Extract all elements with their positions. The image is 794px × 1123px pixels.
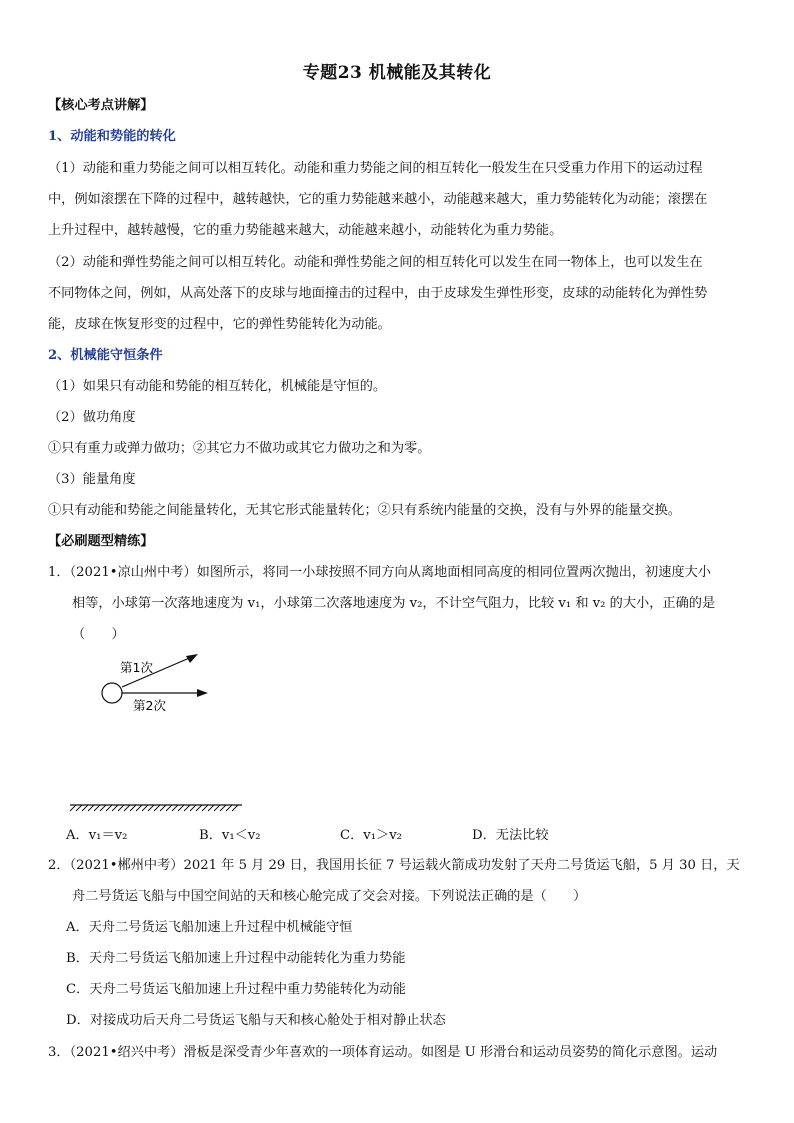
paragraph-line: （2）做功角度 [48,410,136,425]
option-b[interactable]: B．天舟二号货运飞船加速上升过程中动能转化为重力势能 [66,951,406,966]
paragraph-line: （2）动能和弹性势能之间可以相互转化。动能和弹性势能之间的相互转化可以发生在同一物体上，也可以发生在 [48,255,703,270]
paragraph-line: （1）如果只有动能和势能的相互转化，机械能是守恒的。 [48,379,387,394]
paragraph-line: 不同物体之间，例如，从高处落下的皮球与地面撞击的过程中，由于皮球发生弹性形变，皮球的动能转化为弹性势 [48,286,708,301]
q1-figure [60,650,320,830]
option-c[interactable]: C．v₁＞v₂ [340,828,402,843]
fig-label-2: 第2次 [133,698,166,713]
paragraph-line: （1）动能和重力势能之间可以相互转化。动能和重力势能之间的相互转化一般发生在只受重力作用下的运动过程 [48,161,703,176]
paragraph-line: ①只有重力或弹力做功；②其它力不做功或其它力做功之和为零。 [48,441,431,456]
section-1-heading: 1、动能和势能的转化 [48,129,176,144]
question-2-line: 2．（2021•郴州中考）2021 年 5 月 29 日，我国用长征 7 号运载火箭成功发射了天舟二号货运飞船，5 月 30 日，天 [48,858,740,873]
paragraph-line: 中，例如滚摆在下降的过程中，越转越快，它的重力势能越来越小，动能越来越大，重力势能转化为动能；滚摆在 [48,192,708,207]
paragraph-line: 能，皮球在恢复形变的过程中，它的弹性势能转化为动能。 [48,317,391,332]
ground-hatch [70,805,238,811]
option-c[interactable]: C．天舟二号货运飞船加速上升过程中重力势能转化为动能 [66,982,406,997]
first-throw-arrowhead [186,654,198,663]
question-1-line: 相等，小球第一次落地速度为 v₁，小球第二次落地速度为 v₂，不计空气阻力，比较 v₁ 和 v₂ 的大小，正确的是 [72,596,716,611]
question-2-line: 舟二号货运飞船与中国空间站的天和核心舱完成了交会对接。下列说法正确的是（ ） [72,889,587,904]
option-a[interactable]: A．天舟二号货运飞船加速上升过程中机械能守恒 [66,920,353,935]
paragraph-line: 上升过程中，越转越慢，它的重力势能越来越大，动能越来越小，动能转化为重力势能。 [48,223,563,238]
page-title: 专题23 机械能及其转化 [302,63,492,83]
question-1-line: 1．（2021•凉山州中考）如图所示，将同一小球按照不同方向从离地面相同高度的相同位置两次抛出，初速度大小 [48,565,711,580]
fig-label-1: 第1次 [120,660,153,675]
practice-header: 【必刷题型精练】 [48,534,154,549]
option-b[interactable]: B．v₁＜v₂ [199,828,261,843]
second-throw-arrowhead [197,689,208,697]
core-header: 【核心考点讲解】 [48,98,154,113]
option-d[interactable]: D．无法比较 [472,828,549,843]
option-d[interactable]: D．对接成功后天舟二号货运飞船与天和核心舱处于相对静止状态 [66,1013,446,1028]
question-3-line: 3．（2021•绍兴中考）滑板是深受青少年喜欢的一项体育运动。如图是 U 形滑台和运动员姿势的简化示意图。运动 [48,1045,718,1060]
question-1-options [66,824,766,844]
ball-icon [102,683,122,703]
question-1-line: （ ） [72,627,125,642]
option-a[interactable]: A．v₁＝v₂ [66,828,128,843]
paragraph-line: ①只有动能和势能之间能量转化，无其它形式能量转化；②只有系统内能量的交换，没有与外界的能量交换。 [48,503,681,518]
paragraph-line: （3）能量角度 [48,472,136,487]
section-2-heading: 2、机械能守恒条件 [48,348,163,363]
